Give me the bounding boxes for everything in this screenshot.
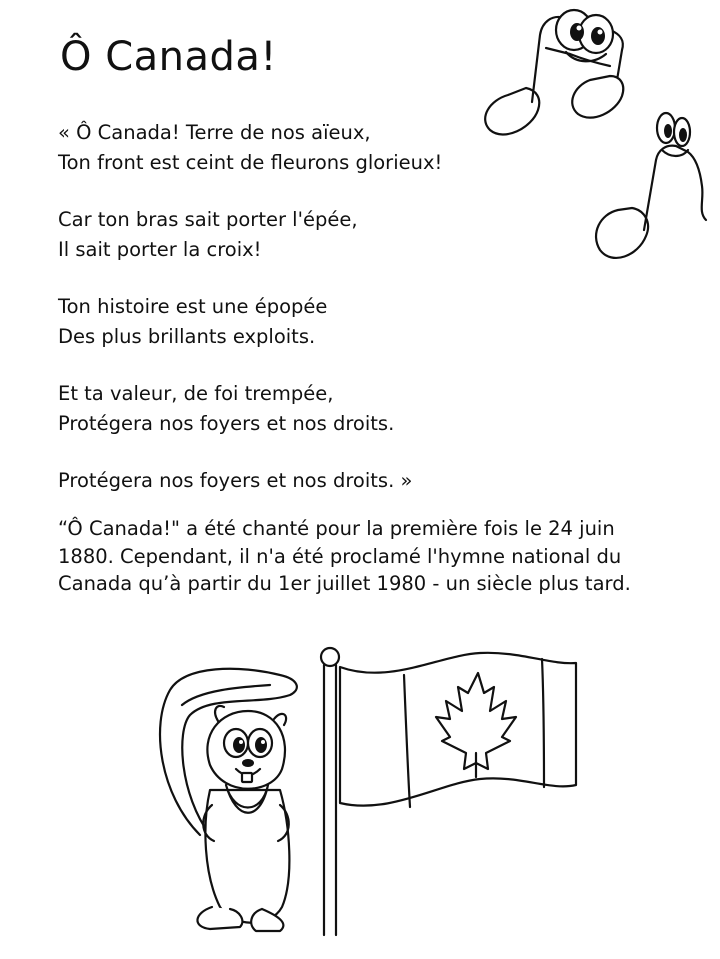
- lyric-line: Des plus brillants exploits.: [58, 325, 316, 348]
- single-note-icon: [596, 113, 706, 258]
- smiling-music-notes-icon: [470, 0, 720, 275]
- stanza: [58, 292, 528, 352]
- anthem-lyrics: [58, 118, 528, 523]
- lyric-line: Ton front est ceint de fleurons glorieux!: [58, 151, 443, 174]
- lyric-line: Protégera nos foyers et nos droits. »: [58, 469, 413, 492]
- history-note: “Ô Canada!" a été chanté pour la première fois le 24 juin 1880. Cependant, il n'a été proclamé l'hymne national du Canada qu’à partir du 1er juillet 1980 - un siècle plus tard.: [58, 517, 631, 595]
- double-note-icon: [485, 10, 623, 134]
- stanza: [58, 118, 528, 178]
- stanza: [58, 466, 528, 496]
- flag-pole-icon: [321, 648, 339, 935]
- stanza: [58, 379, 528, 439]
- lyric-line: Et ta valeur, de foi trempée,: [58, 382, 334, 405]
- canadian-flag-icon: [340, 653, 576, 807]
- lyric-line: Il sait porter la croix!: [58, 238, 262, 261]
- page-title: Ô Canada!: [60, 34, 277, 80]
- beaver-with-canadian-flag-icon: [140, 645, 580, 945]
- lyric-line: Ton histoire est une épopée: [58, 295, 328, 318]
- beaver-icon: [197, 706, 289, 931]
- lyric-line: Car ton bras sait porter l'épée,: [58, 208, 358, 231]
- stanza: [58, 205, 528, 265]
- lyric-line: « Ô Canada! Terre de nos aïeux,: [58, 121, 371, 144]
- lyric-line: Protégera nos foyers et nos droits.: [58, 412, 395, 435]
